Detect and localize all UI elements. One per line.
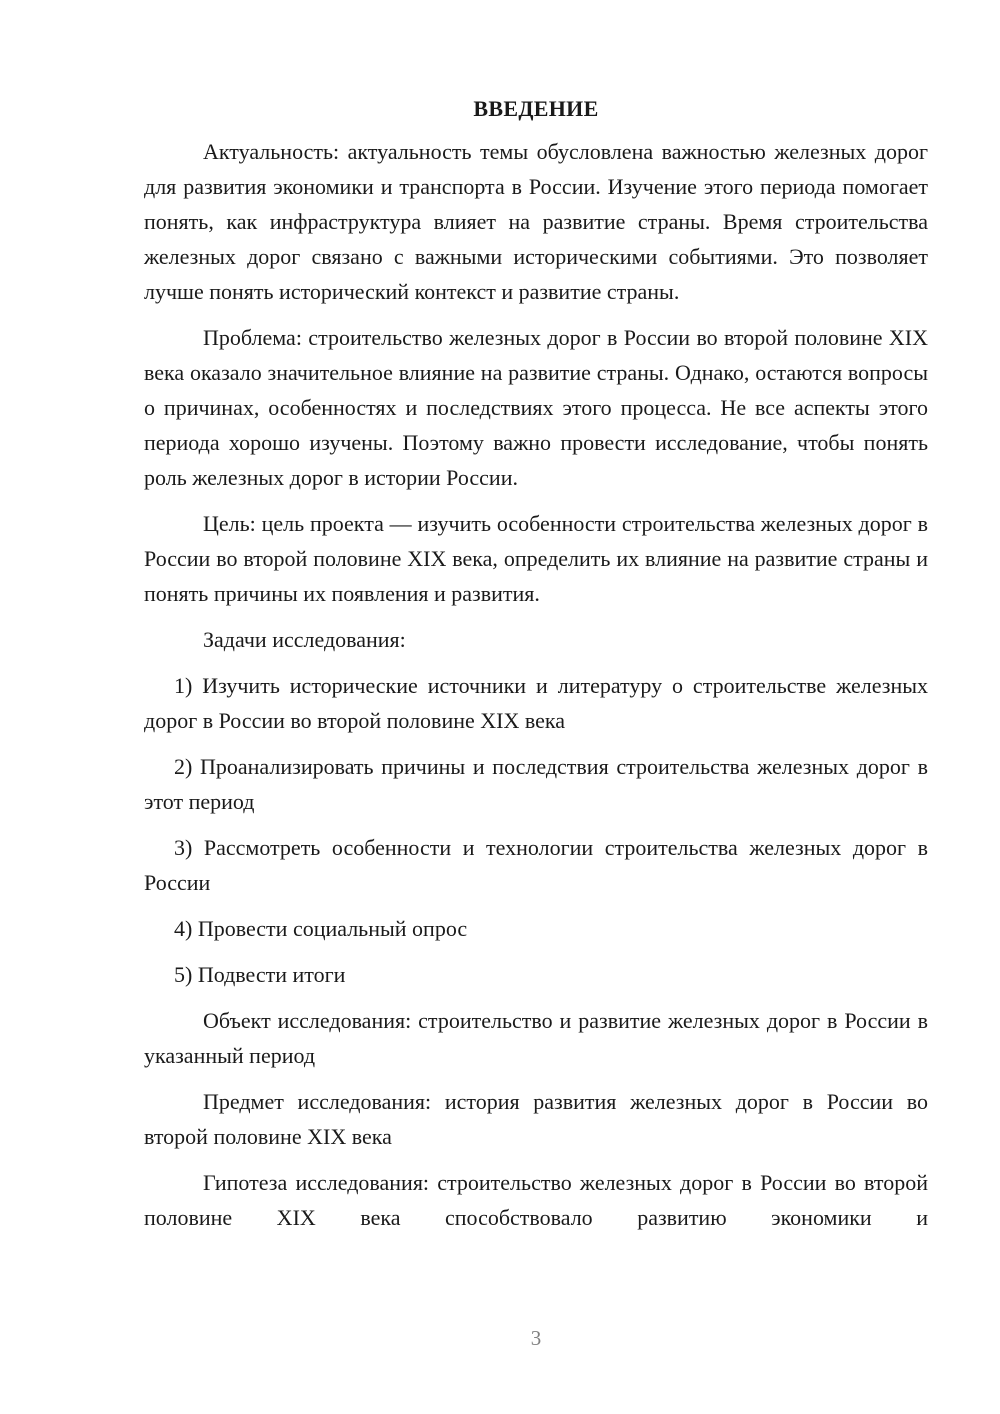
task-item-1: 1) Изучить исторические источники и литературу о строительстве железных дорог в России во второй половине XIX века [144, 673, 928, 733]
paragraph-problem: Проблема: строительство железных дорог в России во второй половине XIX века оказало значительное влияние на развитие страны. Однако, остаются вопросы о причинах, особенностях и последствиях этого процесса. Не все аспекты этого периода хорошо изучены. Поэтому важно провести исследование, чтобы понять роль железных дорог в истории России. [144, 325, 928, 490]
page-number: 3 [530, 1326, 542, 1350]
section-title: ВВЕДЕНИЕ [473, 96, 599, 121]
task-item-4: 4) Провести социальный опрос [174, 916, 468, 941]
paragraph-relevance: Актуальность: актуальность темы обусловлена важностью железных дорог для развития экономики и транспорта в России. Изучение этого периода помогает понять, как инфраструктура влияет на развитие страны. Время строительства железных дорог связано с важными историческими событиями. Это позволяет лучше понять исторический контекст и развитие страны. [144, 139, 928, 304]
task-item-2: 2) Проанализировать причины и последствия строительства железных дорог в этот период [144, 754, 928, 814]
paragraph-object: Объект исследования: строительство и развитие железных дорог в России в указанный период [144, 1008, 928, 1068]
page-content [144, 96, 928, 1246]
tasks-heading: Задачи исследования: [203, 627, 406, 652]
task-item-3: 3) Рассмотреть особенности и технологии строительства железных дорог в России [144, 835, 928, 895]
paragraph-subject: Предмет исследования: история развития железных дорог в России во второй половине XIX века [144, 1089, 928, 1149]
paragraph-goal: Цель: цель проекта — изучить особенности строительства железных дорог в России во второй половине XIX века, определить их влияние на развитие страны и понять причины их появления и развития. [144, 511, 928, 606]
task-item-5: 5) Подвести итоги [174, 962, 346, 987]
paragraph-hypothesis: Гипотеза исследования: строительство железных дорог в России во второй половине XIX века способствовало развитию экономики и [144, 1170, 928, 1230]
